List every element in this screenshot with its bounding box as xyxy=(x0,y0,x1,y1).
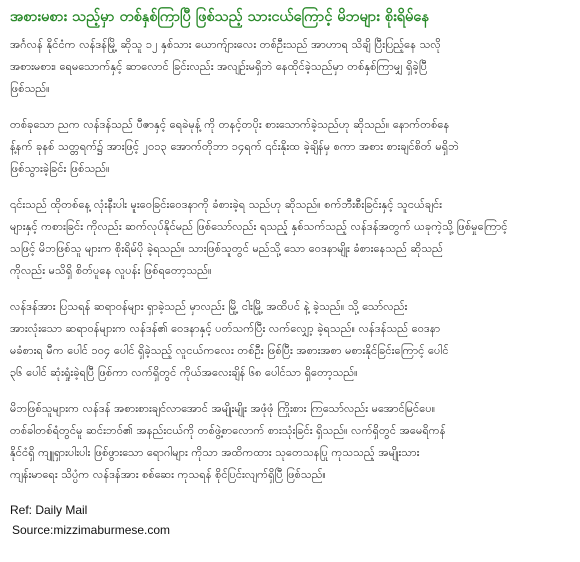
paragraph-line: န့်နက် ခုနစ် သတ္တရက်၌ အားဖြင့် ၂၀၁၃ အောက်တိုဘာ ၁၄ရက် ၎င်းနိုးထ ခဲ့ချိန်မှ စကာ အစား စားချင်စိတ် မရှိဘဲ xyxy=(10,140,459,153)
paragraph-line: လန်ဒန်အား ပြသရန် ဆရာဝန်များ ရှာခဲ့သည် မှာလည်း မြို့ ငါးမြို့ အထိပင် နဲ့ ခဲ့သည်။ သို့ သော်လည်း xyxy=(10,300,408,313)
paragraph-line: တစ်ခုသော ညက လန်ဒန်သည် ပီဇာနှင့် ရေခဲမုန့် ကို တနင့်တပိုး စားသောက်ခဲ့သည်ဟု ဆိုသည်။ နောက်တစ်နေ xyxy=(10,118,450,131)
paragraph-line: အင်္ဂလန် နိုင်ငံက လန်ဒန်မြို့ ဆိုသူ ၁၂ နှစ်သား ယောက်ျားလေး တစ်ဦးသည် အာဟာရ သိချိ ပြီးပြည့်နေ သလို xyxy=(10,38,441,51)
paragraph-line: ကျန်းမာရေး သိပ္ပံက လန်ဒန်အား စစ်ဆေး ကုသရန် စိုင်ပြင်းလျက်ရှိပြီ ဖြစ်သည်။ xyxy=(10,468,326,481)
paragraph-line: နိုင်ငံရှိ ကျူရှားပါးပါး ဖြစ်ဖွားသော ရောဂါများ ကိုသာ အထိကထား သုတေသနပြု ကုသသည့် အမျိုးသား xyxy=(10,446,420,459)
paragraph-line: အားလုံးသော ဆရာဝန်များက လန်ဒန်၏ ဝေဒနာနှင့် ပတ်သက်ပြီး လက်လျှော့ ခဲ့ရသည်။ လန်ဒန်သည် ဝေဒနာ xyxy=(10,322,441,335)
paragraph-line: မိဘဖြစ်သူများက လန်ဒန် အစားစားချင်လာအောင် အမျိုးမျိုး အဖုံဖုံ ကြိုးစား ကြသော်လည်း မအောင်မြင်ပေ။ xyxy=(10,402,436,415)
reference-line: Ref: Daily Mail xyxy=(10,503,88,517)
paragraph-line: များနှင့် ကစားခြင်း ကိုလည်း ဆက်လုပ်နိုင်မည် ဖြစ်သော်လည်း ရသည့် နှစ်သက်သည့် လန်ဒန်အတွက် ယခုကဲ့သို့ ဖြစ်မှုကြောင့် xyxy=(10,220,508,233)
paragraph-1 xyxy=(10,34,570,100)
paragraph-2 xyxy=(10,114,570,180)
paragraph-line: တစ်ခါတစ်ရံတွင်မူ ဆင်းဘဝ်၏ အနည်းငယ်ကို တစ်ဖွဲ့စာလောက် စားသုံးခြင်း ရှိသည်။ လက်ရှိတွင် အမေရိကန် xyxy=(10,424,446,437)
paragraph-line: ဖြစ်သွားခဲ့ခြင်း ဖြစ်သည်။ xyxy=(10,162,110,175)
paragraph-line: သဖြင့် မိဘဖြစ်သူ များက စိုးရိမ်ပို ခဲ့ရသည်။ သားဖြစ်သူတွင် မည်သို့ သော ဝေဒနာမျိုး ခံစားနေသည် ဆိုသည် xyxy=(10,242,443,255)
paragraph-line: ကိုလည်း မသိရှိ စိတ်ပူနေ လူပန်း ဖြစ်ရတော့သည်။ xyxy=(10,264,212,277)
paragraph-line: မခံစားရ မီက ပေါင် ၁၀၄ ပေါင် ရှိခဲ့သည့် လူငယ်ကလေး တစ်ဦး ဖြစ်ပြီး အစားအစာ မစားနိုင်ခြင်းကြောင့် ပေါင် xyxy=(10,344,449,357)
article-title: အစားမစား သည့်မှာ တစ်နှစ်ကြာပြီ ဖြစ်သည့် သားငယ်ကြောင့် မိဘများ စိုးရိမ်နေ xyxy=(10,9,429,25)
paragraph-4 xyxy=(10,296,570,384)
paragraph-line: ၎င်းသည် ထိုတစ်နေ့ လုံးနီးပါး မူးဝေခြင်းဝေဒနာကို ခံစားခဲ့ရ သည်ဟု ဆိုသည်။ စက်ဘီးစီးခြင်းနှင့် သူငယ်ချင်း xyxy=(10,198,442,211)
paragraph-5 xyxy=(10,398,570,486)
source-line: Source:mizzimaburmese.com xyxy=(12,523,171,537)
paragraph-3 xyxy=(10,194,570,282)
paragraph-line: အစားမစား၊ ရေမသောက်နှင့် ဆာလောင် ခြင်းလည်း အလျဉ်းမရှိဘဲ နေထိုင်ခဲ့သည်မှာ တစ်နှစ်ကြာမျှ ရှိခဲ့ပြီ xyxy=(10,60,428,73)
paragraph-line: ဖြစ်သည်။ xyxy=(10,82,50,95)
paragraph-line: ၃၆ ပေါင် ဆုံးရှုံးခဲ့ရပြီ ဖြစ်ကာ လက်ရှိတွင် ကိုယ်အလေးချိန် ၆၈ ပေါင်သာ ရှိတော့သည်။ xyxy=(10,366,358,379)
